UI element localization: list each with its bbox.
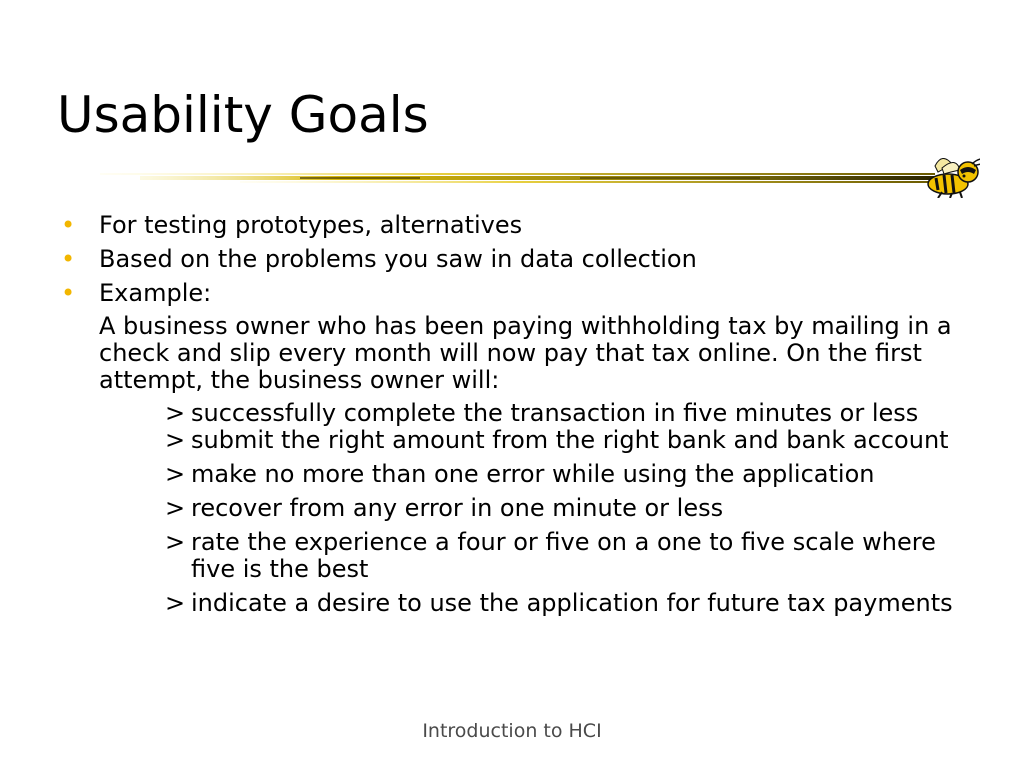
criterion-marker: > xyxy=(165,460,186,488)
criterion-text: recover from any error in one minute or less xyxy=(191,494,724,522)
bullet-item xyxy=(58,280,978,307)
criterion-item xyxy=(165,495,965,522)
bullet-dot: • xyxy=(61,211,76,239)
usability-criteria-list xyxy=(165,400,965,617)
criterion-text: successfully complete the transaction in five minutes or less xyxy=(191,399,919,427)
criterion-marker: > xyxy=(165,589,186,617)
slide-footer: Introduction to HCI xyxy=(422,720,602,742)
bullet-dot: • xyxy=(61,245,76,273)
criterion-marker: > xyxy=(165,494,186,522)
bullet-dot: • xyxy=(61,279,76,307)
criterion-item xyxy=(165,590,965,617)
criterion-item xyxy=(165,529,965,583)
bullet-text: Based on the problems you saw in data collection xyxy=(99,245,697,273)
criterion-item xyxy=(165,427,965,454)
bullet-text: Example: xyxy=(99,279,212,307)
slide-title: Usability Goals xyxy=(57,86,429,144)
criterion-marker: > xyxy=(165,399,186,427)
bullet-text: For testing prototypes, alternatives xyxy=(99,211,523,239)
example-paragraph: A business owner who has been paying withholding tax by mailing in a check and slip every month will now pay that tax online. On the first attempt, the business owner will: xyxy=(99,312,952,394)
criterion-text: indicate a desire to use the application for future tax payments xyxy=(191,589,953,617)
title-decorative-rule xyxy=(100,158,980,198)
yellow-jacket-bee-icon xyxy=(928,158,980,198)
bullet-item xyxy=(58,246,978,273)
criterion-marker: > xyxy=(165,426,186,454)
bullet-item xyxy=(58,212,978,239)
criterion-item xyxy=(165,461,965,488)
criterion-text: make no more than one error while using the application xyxy=(191,460,875,488)
criterion-text: submit the right amount from the right bank and bank account xyxy=(191,426,949,454)
slide-body xyxy=(58,212,978,624)
criterion-marker: > xyxy=(165,528,186,556)
criterion-item xyxy=(165,400,965,427)
criterion-text: rate the experience a four or five on a one to five scale where five is the best xyxy=(191,528,936,583)
